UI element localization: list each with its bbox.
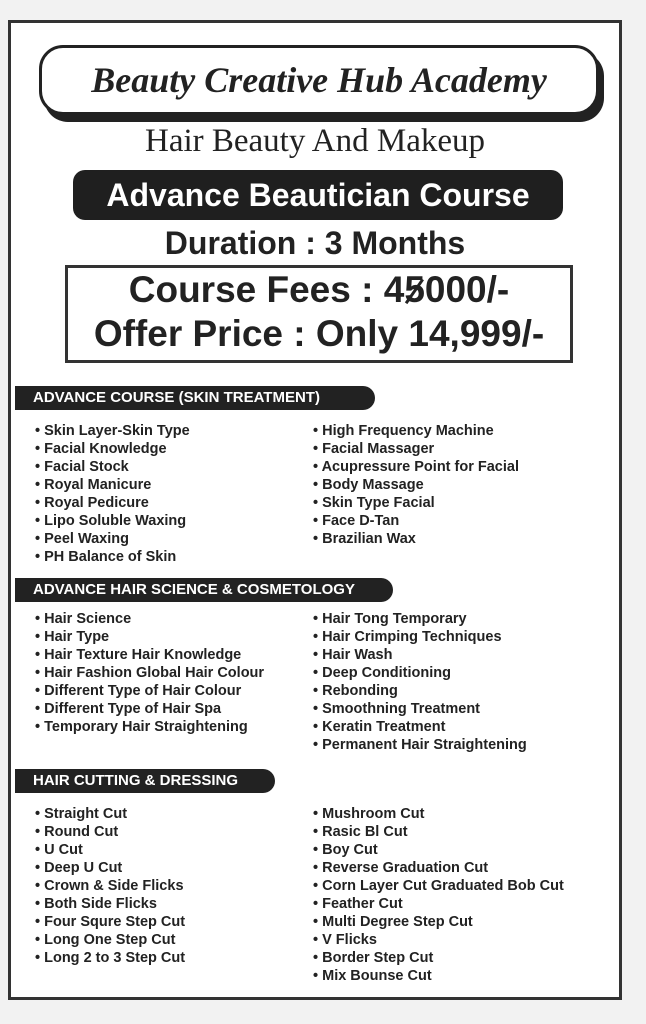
- skin-treatment-left-list: [35, 422, 190, 566]
- list-item: • Rasic Bl Cut: [313, 823, 564, 841]
- list-item: • Reverse Graduation Cut: [313, 859, 564, 877]
- list-item: • Rebonding: [313, 682, 527, 700]
- list-item: • Hair Type: [35, 628, 264, 646]
- price-box: [65, 265, 573, 363]
- list-item: • Smoothning Treatment: [313, 700, 527, 718]
- list-item: • Hair Texture Hair Knowledge: [35, 646, 264, 664]
- course-fees-suffix: 000/-: [424, 269, 510, 310]
- list-item: • Royal Manicure: [35, 476, 190, 494]
- list-item: • High Frequency Machine: [313, 422, 519, 440]
- list-item: • Temporary Hair Straightening: [35, 718, 264, 736]
- list-item: • PH Balance of Skin: [35, 548, 190, 566]
- list-item: • Permanent Hair Straightening: [313, 736, 527, 754]
- list-item: • Round Cut: [35, 823, 185, 841]
- list-item: • Long One Step Cut: [35, 931, 185, 949]
- list-item: • Skin Type Facial: [313, 494, 519, 512]
- academy-name: Beauty Creative Hub Academy: [91, 60, 547, 100]
- course-name-banner: Advance Beautician Course: [73, 170, 563, 220]
- list-item: • Different Type of Hair Spa: [35, 700, 264, 718]
- list-item: • Hair Science: [35, 610, 264, 628]
- list-item: • Boy Cut: [313, 841, 564, 859]
- list-item: • Hair Tong Temporary: [313, 610, 527, 628]
- section-header-skin-treatment: ADVANCE COURSE (SKIN TREATMENT): [15, 386, 375, 410]
- course-fees: [68, 268, 570, 312]
- list-item: • Mix Bounse Cut: [313, 967, 564, 985]
- list-item: • Deep U Cut: [35, 859, 185, 877]
- list-item: • Straight Cut: [35, 805, 185, 823]
- hair-science-left-list: [35, 610, 264, 736]
- list-item: • Royal Pedicure: [35, 494, 190, 512]
- offer-price: Offer Price : Only 14,999/-: [93, 313, 545, 354]
- hair-science-right-list: [313, 610, 527, 754]
- skin-treatment-right-list: [313, 422, 519, 548]
- course-fees-struck-digit: 5: [404, 269, 425, 310]
- list-item: • Keratin Treatment: [313, 718, 527, 736]
- list-item: • Mushroom Cut: [313, 805, 564, 823]
- flyer-page: [8, 20, 622, 1000]
- list-item: • Hair Fashion Global Hair Colour: [35, 664, 264, 682]
- list-item: • Feather Cut: [313, 895, 564, 913]
- course-fees-prefix: Course Fees : 4: [128, 269, 405, 310]
- list-item: • Face D-Tan: [313, 512, 519, 530]
- list-item: • Both Side Flicks: [35, 895, 185, 913]
- academy-title-box: [39, 45, 599, 115]
- list-item: • Acupressure Point for Facial: [313, 458, 519, 476]
- list-item: • Facial Stock: [35, 458, 190, 476]
- hair-cutting-right-list: [313, 805, 564, 985]
- list-item: • Hair Crimping Techniques: [313, 628, 527, 646]
- list-item: • Corn Layer Cut Graduated Bob Cut: [313, 877, 564, 895]
- list-item: • Facial Massager: [313, 440, 519, 458]
- list-item: • Skin Layer-Skin Type: [35, 422, 190, 440]
- list-item: • Deep Conditioning: [313, 664, 527, 682]
- subtitle: Hair Beauty And Makeup: [144, 123, 485, 159]
- section-header-hair-cutting: HAIR CUTTING & DRESSING: [15, 769, 275, 793]
- list-item: • Long 2 to 3 Step Cut: [35, 949, 185, 967]
- list-item: • Border Step Cut: [313, 949, 564, 967]
- list-item: • Brazilian Wax: [313, 530, 519, 548]
- list-item: • Peel Waxing: [35, 530, 190, 548]
- list-item: • Hair Wash: [313, 646, 527, 664]
- list-item: • V Flicks: [313, 931, 564, 949]
- list-item: • Multi Degree Step Cut: [313, 913, 564, 931]
- course-duration: Duration : 3 Months: [164, 225, 466, 261]
- list-item: • Facial Knowledge: [35, 440, 190, 458]
- list-item: • Lipo Soluble Waxing: [35, 512, 190, 530]
- list-item: • U Cut: [35, 841, 185, 859]
- list-item: • Different Type of Hair Colour: [35, 682, 264, 700]
- list-item: • Four Squre Step Cut: [35, 913, 185, 931]
- section-header-hair-science: ADVANCE HAIR SCIENCE & COSMETOLOGY: [15, 578, 393, 602]
- list-item: • Body Massage: [313, 476, 519, 494]
- hair-cutting-left-list: [35, 805, 185, 967]
- list-item: • Crown & Side Flicks: [35, 877, 185, 895]
